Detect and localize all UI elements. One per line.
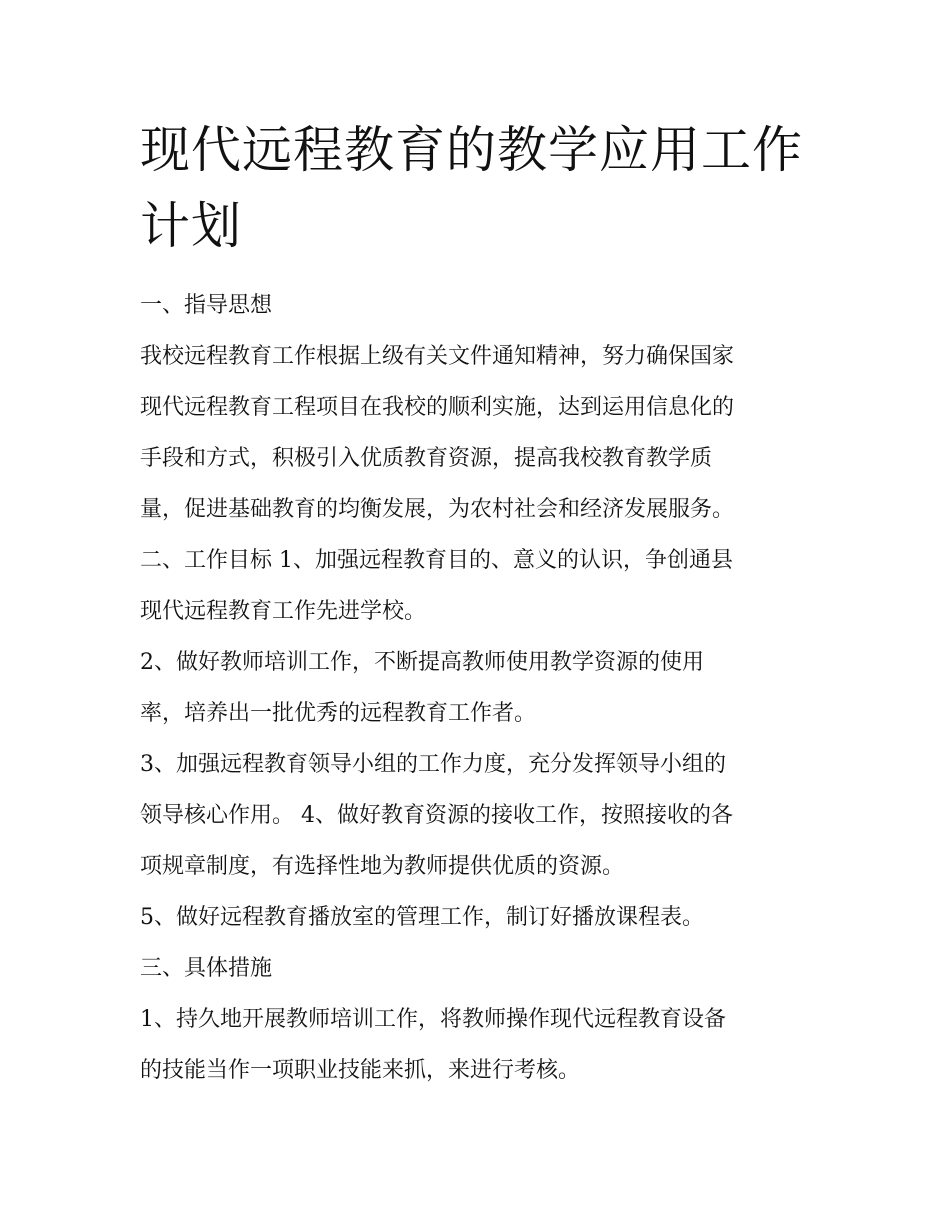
paragraph-line: 的技能当作一项职业技能来抓，来进行考核。	[140, 1058, 581, 1083]
title-line-2: 计划	[140, 197, 242, 255]
paragraph-line: 项规章制度，有选择性地为教师提供优质的资源。	[140, 854, 625, 879]
paragraph-line: 手段和方式，积极引入优质教育资源，提高我校教育教学质	[140, 446, 713, 471]
paragraph-line: 2、做好教师培训工作，不断提高教师使用教学资源的使用	[140, 650, 704, 675]
paragraph-line: 现代远程教育工程项目在我校的顺利实施，达到运用信息化的	[140, 395, 735, 420]
paragraph-line: 领导核心作用。 4、做好教育资源的接收工作，按照接收的各	[140, 803, 733, 828]
paragraph-line: 量，促进基础教育的均衡发展，为农村社会和经济发展服务。	[140, 497, 735, 522]
paragraph-line: 率，培养出一批优秀的远程教育工作者。	[140, 701, 537, 726]
paragraph-line: 3、加强远程教育领导小组的工作力度，充分发挥领导小组的	[140, 752, 726, 777]
paragraph-line: 5、做好远程教育播放室的管理工作，制订好播放课程表。	[140, 905, 704, 930]
section-heading-work-goals: 二、工作目标 1、加强远程教育目的、意义的认识，争创通县	[140, 548, 733, 573]
paragraph-line: 现代远程教育工作先进学校。	[140, 599, 427, 624]
paragraph-line: 1、持久地开展教师培训工作，将教师操作现代远程教育设备	[140, 1007, 726, 1032]
document-body	[140, 280, 820, 1096]
paragraph-line: 我校远程教育工作根据上级有关文件通知精神，努力确保国家	[140, 344, 735, 369]
section-heading-guiding-ideology: 一、指导思想	[140, 293, 273, 318]
section-heading-specific-measures: 三、具体措施	[140, 956, 273, 981]
document-title	[140, 112, 820, 264]
title-line-1: 现代远程教育的教学应用工作	[140, 121, 803, 179]
